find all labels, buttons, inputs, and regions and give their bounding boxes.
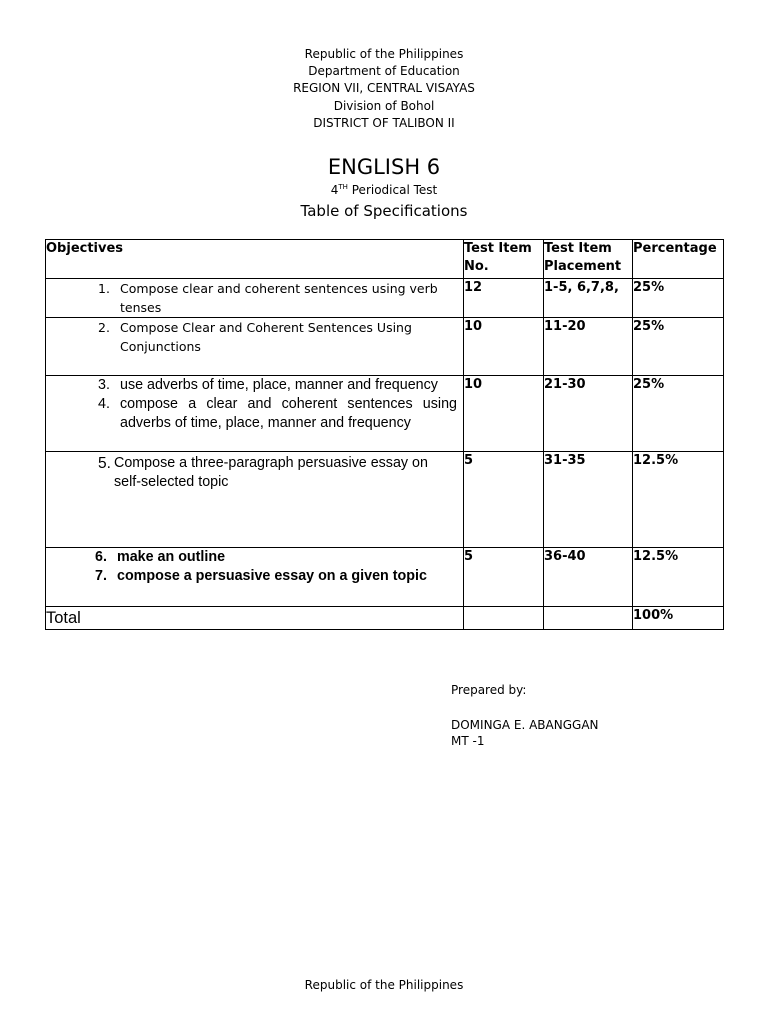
specification-table: [45, 239, 724, 630]
test-ordinal-suffix: TH: [338, 183, 348, 191]
header-republic: Republic of the Philippines: [304, 47, 464, 61]
objective-text: compose a clear and coherent sentences using adverbs of time, place, manner and frequency: [120, 396, 457, 431]
subject-title: ENGLISH 6: [327, 155, 441, 179]
test-name: Periodical Test: [347, 183, 438, 197]
header-division: Division of Bohol: [333, 98, 435, 113]
item-placement: 1-5, 6,7,8,: [544, 279, 633, 318]
objectives-cell: [46, 376, 464, 452]
objective-item: [46, 548, 463, 567]
objective-number: 5.: [98, 455, 111, 472]
objective-text: compose a persuasive essay on a given topic: [117, 568, 427, 584]
objective-text: Compose a three-paragraph persuasive essay on self-selected topic: [114, 455, 428, 490]
test-item-count: 10: [464, 318, 544, 376]
table-header-row: [46, 240, 724, 279]
table-row: [46, 452, 724, 548]
table-row: [46, 318, 724, 376]
objective-item: [46, 318, 463, 356]
objective-text: use adverbs of time, place, manner and frequency: [120, 377, 438, 393]
table-row: [46, 376, 724, 452]
percentage-value: 12.5%: [633, 452, 724, 548]
total-placement: [544, 607, 633, 630]
test-item-count: 5: [464, 548, 544, 607]
objective-text: Compose Clear and Coherent Sentences Using Conjunctions: [120, 320, 412, 354]
total-label: Total: [46, 607, 464, 630]
item-placement: 11-20: [544, 318, 633, 376]
preparer-block: [451, 717, 599, 749]
tos-title: Table of Specifications: [300, 202, 468, 220]
header-region: REGION VII, CENTRAL VISAYAS: [293, 81, 475, 96]
percentage-value: 25%: [633, 279, 724, 318]
objective-item: [46, 376, 457, 395]
objectives-cell: [46, 452, 464, 548]
footer-republic: Republic of the Philippines: [304, 978, 464, 992]
objective-text: make an outline: [117, 549, 226, 565]
test-item-count: 5: [464, 452, 544, 548]
percentage-value: 12.5%: [633, 548, 724, 607]
item-placement: 31-35: [544, 452, 633, 548]
objective-item: [46, 395, 457, 433]
objective-item: [46, 567, 463, 586]
table-row: [46, 548, 724, 607]
total-row: [46, 607, 724, 630]
objective-number: 6.: [95, 549, 107, 565]
objective-number: 7.: [95, 568, 107, 584]
objective-number: 3.: [98, 377, 110, 393]
objective-number: 4.: [98, 396, 110, 412]
test-title: [0, 182, 768, 198]
test-item-count: 10: [464, 376, 544, 452]
total-items: [464, 607, 544, 630]
percentage-value: 25%: [633, 318, 724, 376]
objective-item: [46, 454, 453, 492]
table-row: [46, 279, 724, 318]
objective-item: [46, 279, 463, 317]
header-department: Department of Education: [308, 64, 460, 79]
item-placement: 36-40: [544, 548, 633, 607]
preparer-name: DOMINGA E. ABANGGAN: [451, 718, 599, 732]
total-percentage: 100%: [633, 607, 724, 630]
objective-number: 2.: [98, 320, 110, 335]
objectives-cell: [46, 548, 464, 607]
header-placement: Test Item Placement: [544, 240, 633, 279]
prepared-by-label: Prepared by:: [451, 683, 527, 697]
header-test-item-no: Test Item No.: [464, 240, 544, 279]
header-district: DISTRICT OF TALIBON II: [313, 115, 455, 130]
test-item-count: 12: [464, 279, 544, 318]
objective-text: Compose clear and coherent sentences using verb tenses: [120, 281, 438, 315]
header-percentage: Percentage: [633, 240, 724, 279]
objectives-cell: [46, 318, 464, 376]
percentage-value: 25%: [633, 376, 724, 452]
document-header: [0, 46, 768, 132]
header-objectives: Objectives: [46, 240, 464, 279]
preparer-position: MT -1: [451, 734, 485, 748]
item-placement: 21-30: [544, 376, 633, 452]
objectives-cell: [46, 279, 464, 318]
test-ordinal: 4: [330, 183, 339, 197]
objective-number: 1.: [98, 281, 110, 296]
